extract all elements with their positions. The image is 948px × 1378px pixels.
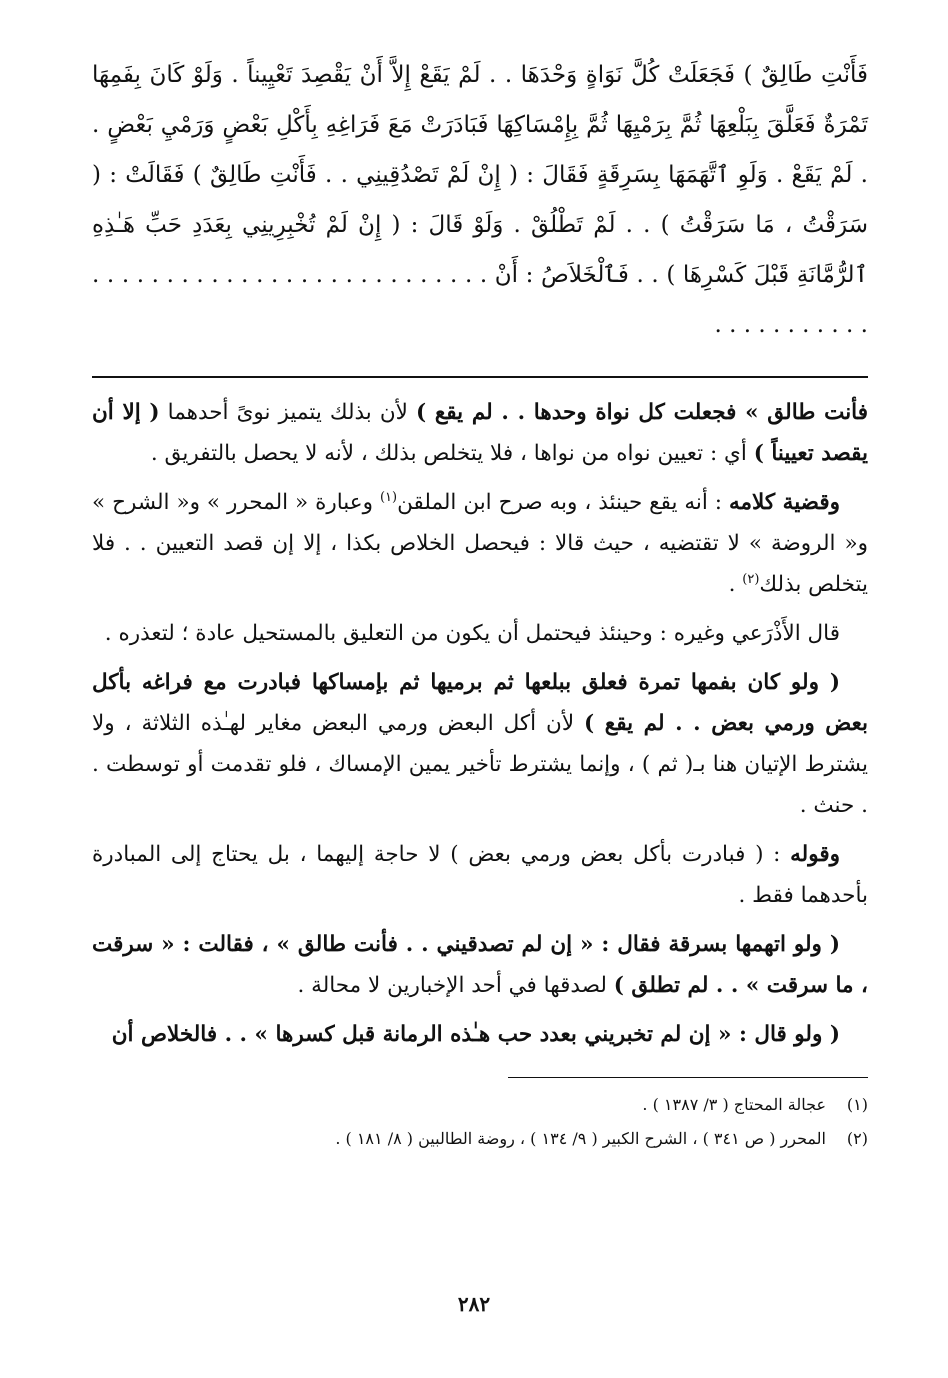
footnote-ref-1[interactable]: (١)	[379, 489, 398, 505]
sharh-block	[92, 392, 868, 1055]
quoted-matn: فأنت طالق » فجعلت كل نواة وحدها . . لم يقع )	[415, 400, 868, 425]
quoted-matn: ( ولو كان بفمها تمرة فعلق ببلعها ثم برميها ثم بإمساكها فبادرت مع فراغه بأكل بعض ورمي بعض . . لم يقع )	[92, 670, 868, 736]
quoted-matn: ( ولو قال : « إن لم تخبريني بعدد حب هـٰذه الرمانة قبل كسرها » . . فالخلاص أن	[111, 1022, 840, 1047]
commentary-text: : أنه يقع حينئذ ، وبه صرح ابن الملقن	[397, 490, 729, 515]
matn-block	[92, 50, 868, 350]
sharh-paragraph-6	[92, 924, 868, 1006]
commentary-text: وعبارة « المحرر » و« الشرح » و« الروضة » لا تقتضيه ، حيث قالا : فيحصل الخلاص بكذا ، إلا إن قصد التعيين . . فلا يتخلص بذلك	[92, 490, 868, 597]
sharh-paragraph-4	[92, 662, 868, 826]
quoted-matn: وقوله	[790, 842, 840, 867]
footnote-text: المحرر ( ص ٣٤١ ) ، الشرح الكبير ( ٩/ ١٣٤ ) ، روضة الطالبين ( ٨/ ١٨١ ) .	[335, 1129, 826, 1148]
commentary-text: لأن أكل البعض ورمي البعض مغاير لهـٰذه الثلاثة ، ولا يشترط الإتيان هنا بـ( ثم ) ، وإنما يشترط تأخير يمين الإمساك ، فلو تقدمت أو توسطت . . حنث .	[92, 711, 868, 818]
footnote-number: (٢)	[846, 1129, 868, 1148]
sharh-paragraph-2	[92, 482, 868, 605]
commentary-text: لصدقها في أحد الإخبارين لا محالة .	[297, 973, 614, 998]
page-number: ٢٨٢	[457, 1292, 491, 1316]
quoted-matn: ( إلا أن يقصد تعييناً )	[92, 400, 868, 466]
commentary-text: أي : تعيين نواه من نواها ، فلا يتخلص بذلك ، لأنه لا يحصل بالتفريق .	[150, 441, 754, 466]
footnote-separator	[508, 1077, 868, 1078]
footnotes	[92, 1094, 868, 1150]
commentary-text: .	[728, 572, 743, 597]
footnote-number: (١)	[846, 1095, 868, 1114]
page-body	[92, 50, 868, 1378]
commentary-text: لأن بذلك يتميز نوىً أحدهما	[159, 400, 416, 425]
quoted-matn: وقضية كلامه	[728, 490, 840, 515]
sharh-paragraph-5	[92, 834, 868, 916]
commentary-text: : ( فبادرت بأكل بعض ورمي بعض ) لا حاجة إليهما ، بل يحتاج إلى المبادرة بأحدهما فقط .	[92, 842, 868, 908]
matn-separator	[92, 376, 868, 378]
sharh-paragraph-3: قال الأَذْرَعي وغيره : وحينئذ فيحتمل أن يكون من التعليق بالمستحيل عادة ؛ لتعذره .	[104, 621, 840, 646]
quoted-matn: ( ولو اتهمها بسرقة فقال : « إن لم تصدقيني . . فأنت طالق » ، فقالت : « سرقت ، ما سرقت » . . لم تطلق )	[92, 932, 868, 998]
matn-text: فَأَنْتِ طَالِقٌ ) فَجَعَلَتْ كُلَّ نَوَاةٍ وَحْدَهَا . . لَمْ يَقَعْ إِلاَّ أَنْ يَقْصِدَ تَعْيِيناً . وَلَوْ كَانَ بِفَمِهَا تَمْرَةٌ فَعَلَّقَ بِبَلْعِهَا ثُمَّ بِرَمْيِهَا ثُمَّ بِإِمْسَاكِهَا فَبَادَرَتْ مَعَ فَرَاغِهِ بِأَكْلِ بَعْضٍ وَرَمْيِ بَعْضٍ . . لَمْ يَقَعْ . وَلَوِ ٱتَّهَمَهَا بِسَرِقَةٍ فَقَالَ : ( إِنْ لَمْ تَصْدُقِينِي . . فَأَنْتِ طَالِقٌ ) فَقَالَتْ : ( سَرَقْتُ ، مَا سَرَقْتُ ) . . لَمْ تَطْلُقْ . وَلَوْ قَالَ : ( إِنْ لَمْ تُخْبِرِينِي بِعَدَدِ حَبِّ هَـٰذِهِ ٱلرُّمَّانَةِ قَبْلَ كَسْرِهَا ) . . فَٱلْخَلاَصُ : أَنْ . . . . . . . . . . . . . . . . . . . . . . . . . . . . . . . . . . . . . .	[92, 62, 868, 338]
sharh-paragraph-7	[92, 1014, 868, 1055]
footnote-2	[92, 1128, 868, 1150]
sharh-paragraph-1	[92, 392, 868, 474]
footnote-1	[92, 1094, 868, 1116]
footnote-text: عجالة المحتاج ( ٣/ ١٣٨٧ ) .	[642, 1095, 826, 1114]
footnote-ref-2[interactable]: (٢)	[742, 571, 760, 587]
